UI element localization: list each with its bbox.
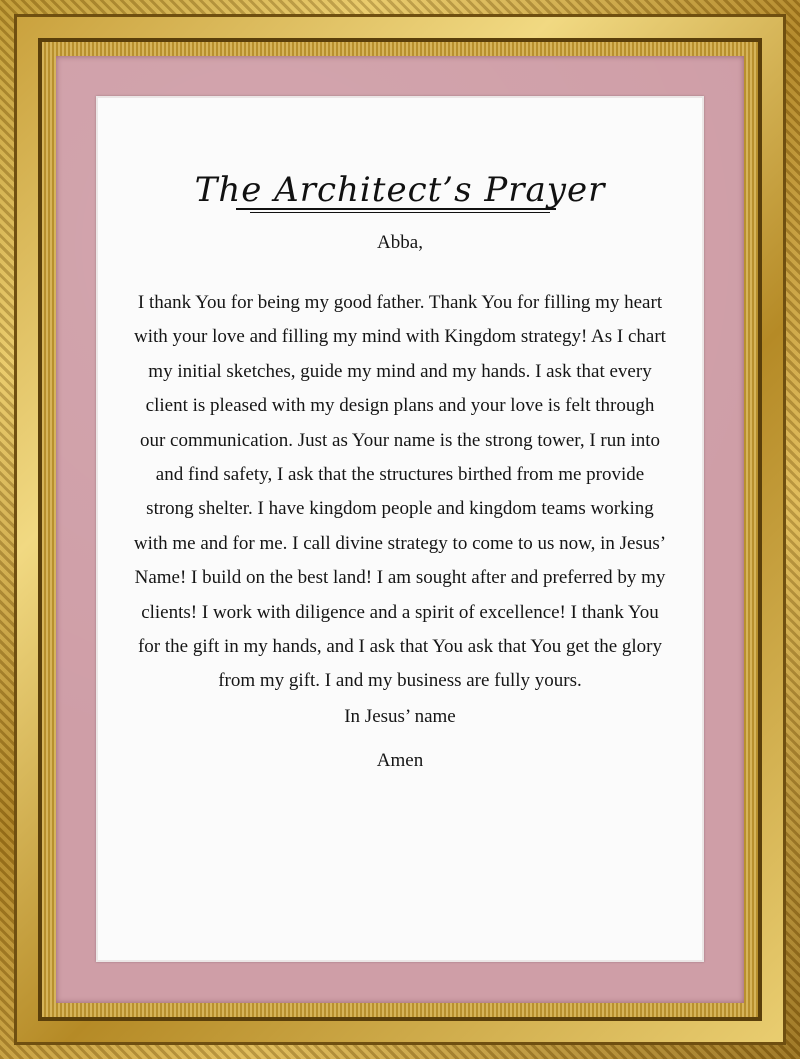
- body-line: our communication. Just as Your name is the strong tower, I run into: [139, 429, 661, 451]
- prayer-body: [108, 286, 692, 699]
- body-line: strong shelter. I have kingdom people and kingdom teams working: [146, 498, 654, 520]
- body-line: client is pleased with my design plans and your love is felt through: [145, 395, 655, 417]
- body-line: Name! I build on the best land! I am sought after and preferred by my: [134, 567, 666, 589]
- document-title: The Architect’s Prayer: [194, 170, 606, 210]
- body-line: for the gift in my hands, and I ask that You ask that You get the glory: [137, 635, 663, 657]
- body-line: and find safety, I ask that the structures birthed from me provide: [155, 463, 645, 485]
- title-underline: [236, 208, 556, 210]
- body-line: with me and for me. I call divine strategy to come to us now, in Jesus’: [133, 532, 667, 554]
- body-line: I thank You for being my good father. Thank You for filling my heart: [137, 292, 663, 313]
- body-line: from my gift. I and my business are fully yours.: [218, 670, 582, 692]
- prayer-paper: [96, 96, 704, 962]
- body-line: clients! I work with diligence and a spirit of excellence! I thank You: [141, 601, 659, 623]
- body-line: with your love and filling my mind with Kingdom strategy! As I chart: [134, 326, 666, 348]
- amen-line: Amen: [376, 750, 424, 771]
- body-line: my initial sketches, guide my mind and my hands. I ask that every: [148, 360, 652, 382]
- title-underline-secondary: [250, 212, 550, 213]
- greeting: Abba,: [377, 232, 423, 253]
- closing-line: In Jesus’ name: [344, 706, 456, 727]
